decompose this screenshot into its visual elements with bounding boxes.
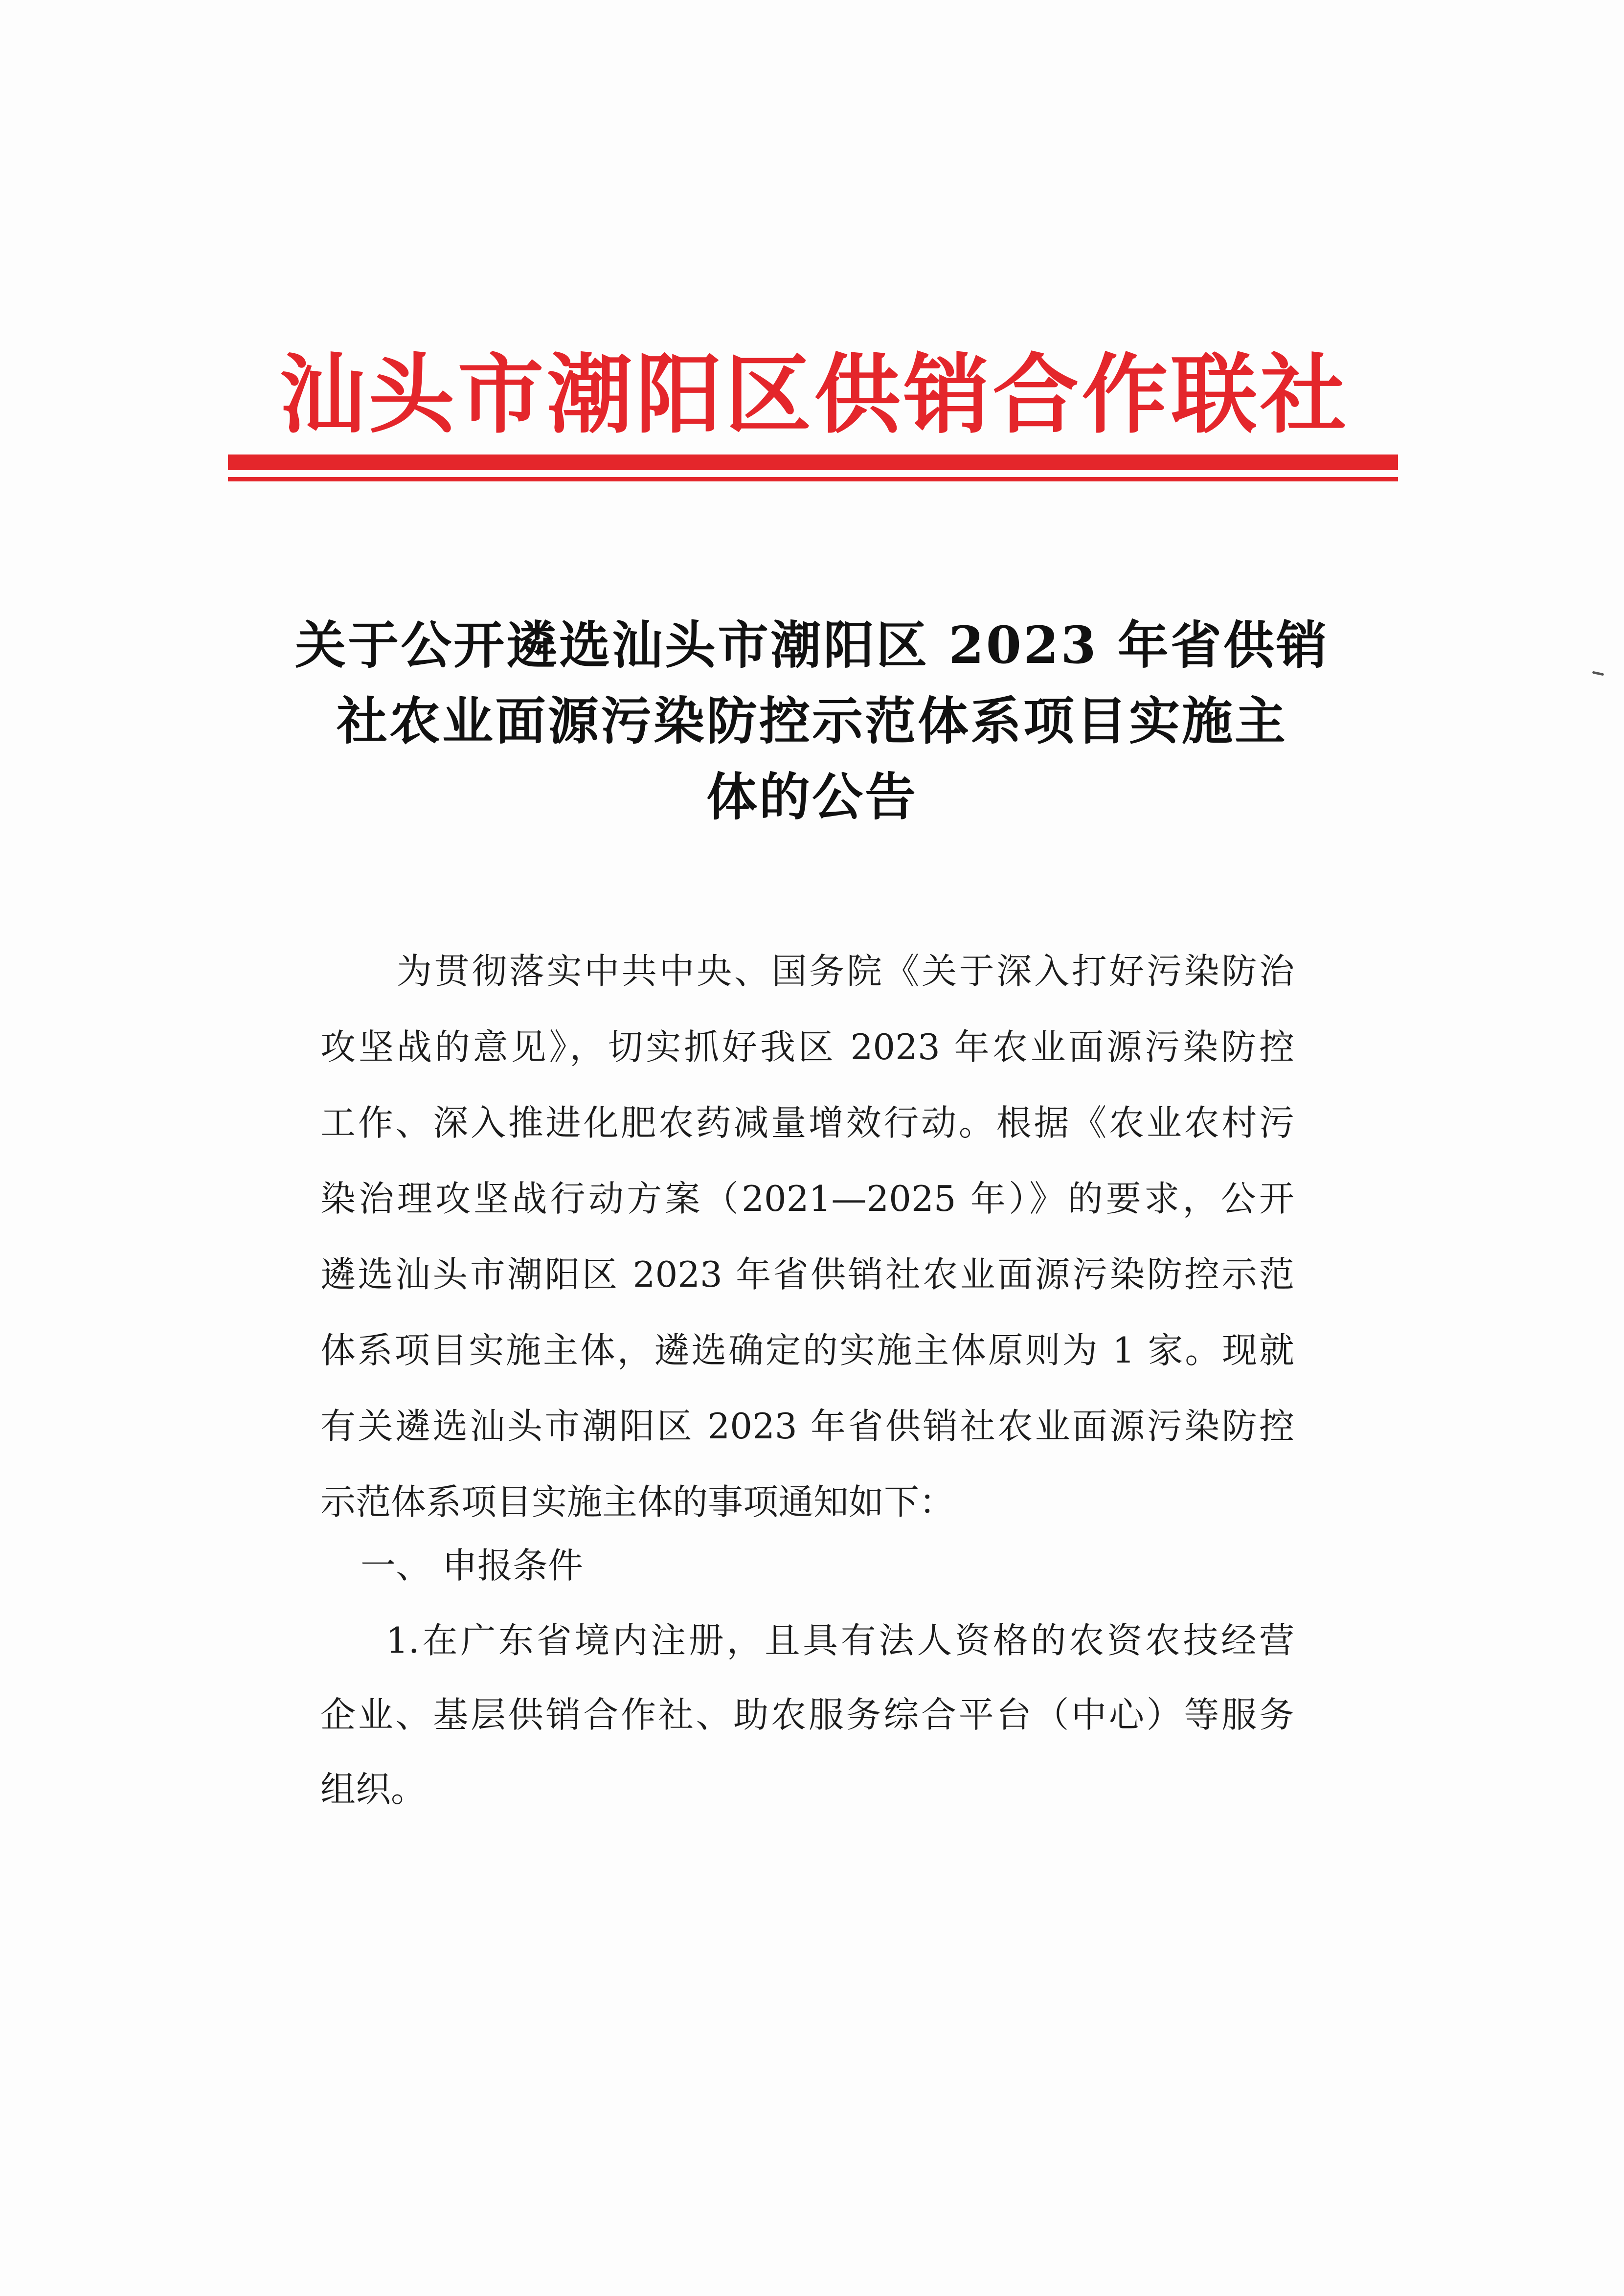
paragraph-line: 1.在广东省境内注册，且具有法人资格的农资农技经营 xyxy=(386,1620,1294,1661)
paragraph-line: 为贯彻落实中共中央、国务院《关于深入打好污染防治 xyxy=(397,951,1294,992)
paragraph-line: 染治理攻坚战行动方案（2021—2025 年）》的要求，公开 xyxy=(320,1178,1294,1219)
paragraph-line: 企业、基层供销合作社、助农服务综合平台（中心）等服务 xyxy=(320,1694,1294,1735)
paragraph-line: 体系项目实施主体，遴选确定的实施主体原则为 1 家。现就 xyxy=(320,1330,1294,1371)
intro-paragraph xyxy=(320,933,1294,1540)
paragraph-line: 有关遴选汕头市潮阳区 2023 年省供销社农业面源污染防控 xyxy=(320,1406,1294,1447)
paragraph-line: 组织。 xyxy=(320,1769,427,1810)
condition-1-paragraph xyxy=(320,1603,1294,1826)
document-title xyxy=(274,607,1350,835)
letterhead-red-rule-thin xyxy=(228,477,1398,481)
paragraph-line: 攻坚战的意见》，切实抓好我区 2023 年农业面源污染防控 xyxy=(320,1026,1294,1068)
letterhead-org-name: 汕头市潮阳区供销合作联社 xyxy=(279,348,1346,441)
title-line: 体的公告 xyxy=(706,767,918,827)
title-line: 关于公开遴选汕头市潮阳区 2023 年省供销 xyxy=(295,615,1329,675)
scan-mark xyxy=(1592,671,1604,676)
section-heading-application-conditions: 一、 申报条件 xyxy=(361,1545,583,1586)
title-line: 社农业面源污染防控示范体系项目实施主 xyxy=(336,691,1287,751)
letterhead-red-rule-thick xyxy=(228,455,1398,470)
paragraph-line: 示范体系项目实施主体的事项通知如下： xyxy=(320,1481,955,1523)
paragraph-line: 遴选汕头市潮阳区 2023 年省供销社农业面源污染防控示范 xyxy=(320,1254,1294,1295)
paragraph-line: 工作、深入推进化肥农药减量增效行动。根据《农业农村污 xyxy=(320,1102,1294,1143)
